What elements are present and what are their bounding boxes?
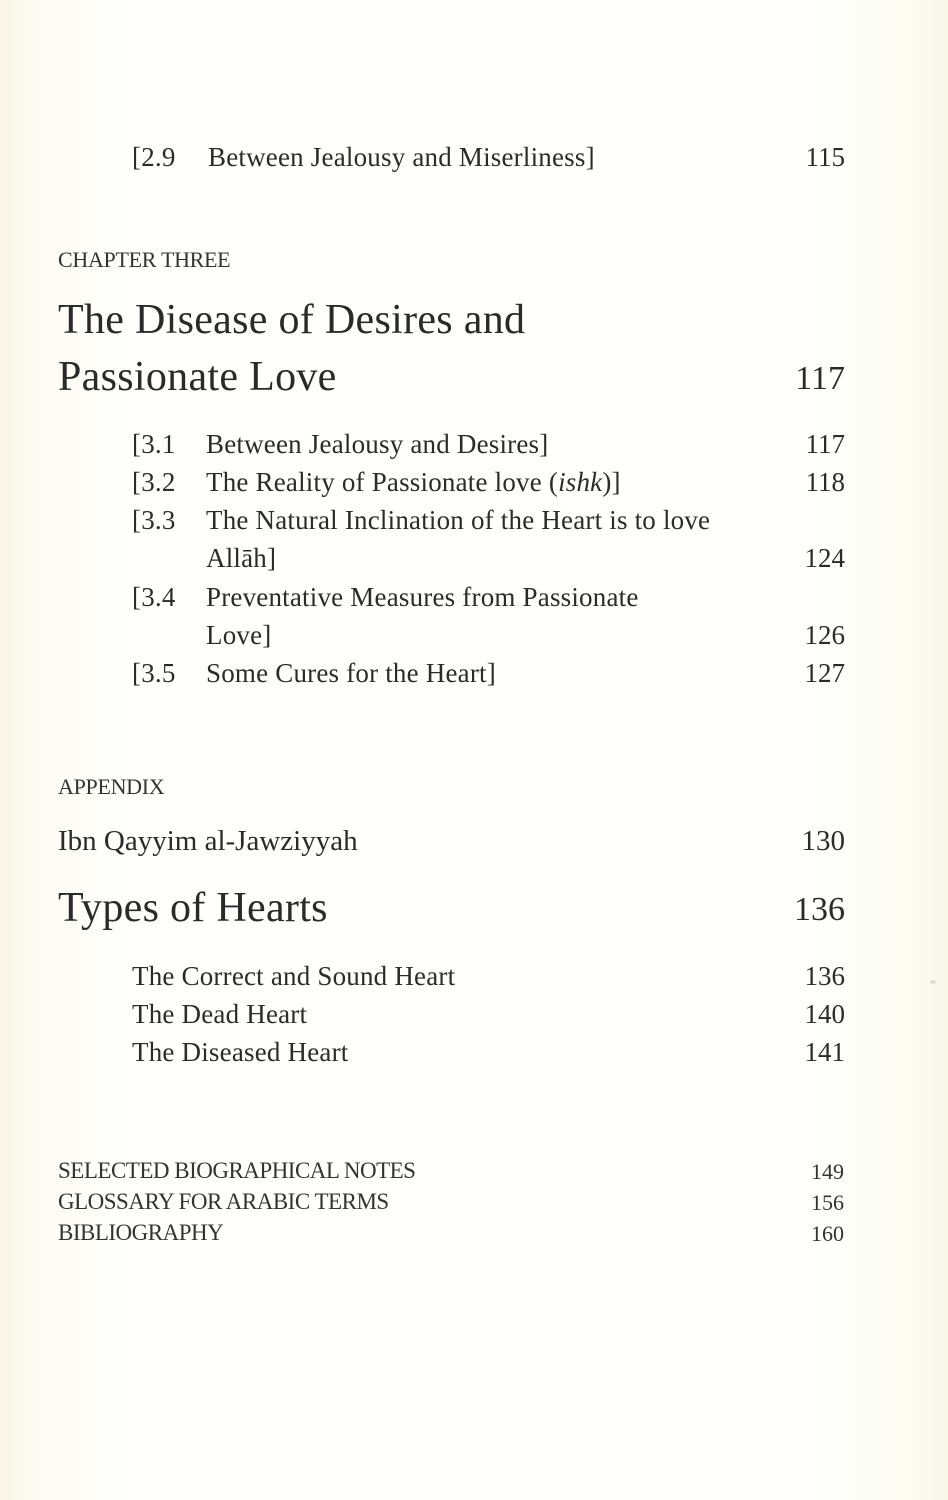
section-title-prefix: The Reality of Passionate love ( — [206, 467, 559, 497]
heart-type-entry: The Diseased Heart — [132, 1037, 349, 1067]
chapter-label: CHAPTER THREE — [58, 247, 231, 272]
section-title-line-1: Preventative Measures from Passionate — [206, 582, 639, 612]
section-title-line-2: Love] — [206, 620, 272, 650]
back-matter-entry: GLOSSARY FOR ARABIC TERMS — [58, 1189, 389, 1214]
section-number: [2.9 — [132, 142, 176, 172]
section-title: Some Cures for the Heart] — [206, 658, 496, 688]
types-of-hearts-title: Types of Hearts — [58, 885, 328, 931]
section-number: [3.1 — [132, 429, 176, 459]
chapter-page-number: 117 — [795, 360, 845, 397]
arabic-term-italic: ishk — [558, 467, 603, 497]
toc-entry-2-9 — [132, 142, 672, 178]
page-number: 136 — [794, 891, 845, 928]
heart-type-entry: The Dead Heart — [132, 999, 308, 1029]
section-title-suffix: )] — [602, 467, 621, 497]
toc-entry-3-5 — [132, 658, 732, 694]
page-number: 117 — [805, 429, 845, 459]
section-number: [3.3 — [132, 505, 176, 535]
paper-speck — [930, 980, 936, 984]
section-number: [3.5 — [132, 658, 176, 688]
heart-type-entry: The Correct and Sound Heart — [132, 961, 456, 991]
page-number: 140 — [804, 999, 845, 1029]
page-number: 126 — [804, 620, 845, 650]
chapter-title-line-2: Passionate Love — [58, 354, 337, 400]
section-number: [3.2 — [132, 467, 176, 497]
section-title-line-2: Allāh] — [206, 543, 277, 573]
chapter-title-line-1: The Disease of Desires and — [58, 297, 526, 343]
page-number: 160 — [811, 1221, 844, 1246]
page-number: 136 — [804, 961, 845, 991]
section-number: [3.4 — [132, 582, 176, 612]
section-title: Between Jealousy and Desires] — [206, 429, 549, 459]
page-number: 124 — [804, 543, 845, 573]
toc-entry-3-3 — [132, 505, 832, 581]
toc-entry-3-4 — [132, 582, 832, 658]
section-title: Between Jealousy and Miserliness] — [208, 142, 595, 172]
section-title-line-1: The Natural Inclination of the Heart is to love — [206, 505, 711, 535]
toc-entry-3-2 — [132, 467, 732, 503]
back-matter-entry: SELECTED BIOGRAPHICAL NOTES — [58, 1158, 416, 1183]
back-matter-entry: BIBLIOGRAPHY — [58, 1220, 224, 1245]
page-number: 141 — [804, 1037, 845, 1067]
page-number: 156 — [811, 1190, 844, 1215]
page-number: 115 — [805, 142, 845, 172]
page-number: 130 — [801, 825, 845, 857]
appendix-label: APPENDIX — [58, 774, 165, 799]
toc-entry-3-1 — [132, 429, 732, 465]
page-number: 118 — [805, 467, 845, 497]
appendix-author-title: Ibn Qayyim al-Jawziyyah — [58, 825, 358, 857]
page-number: 149 — [811, 1159, 844, 1184]
section-title — [206, 467, 621, 498]
page-number: 127 — [804, 658, 845, 688]
